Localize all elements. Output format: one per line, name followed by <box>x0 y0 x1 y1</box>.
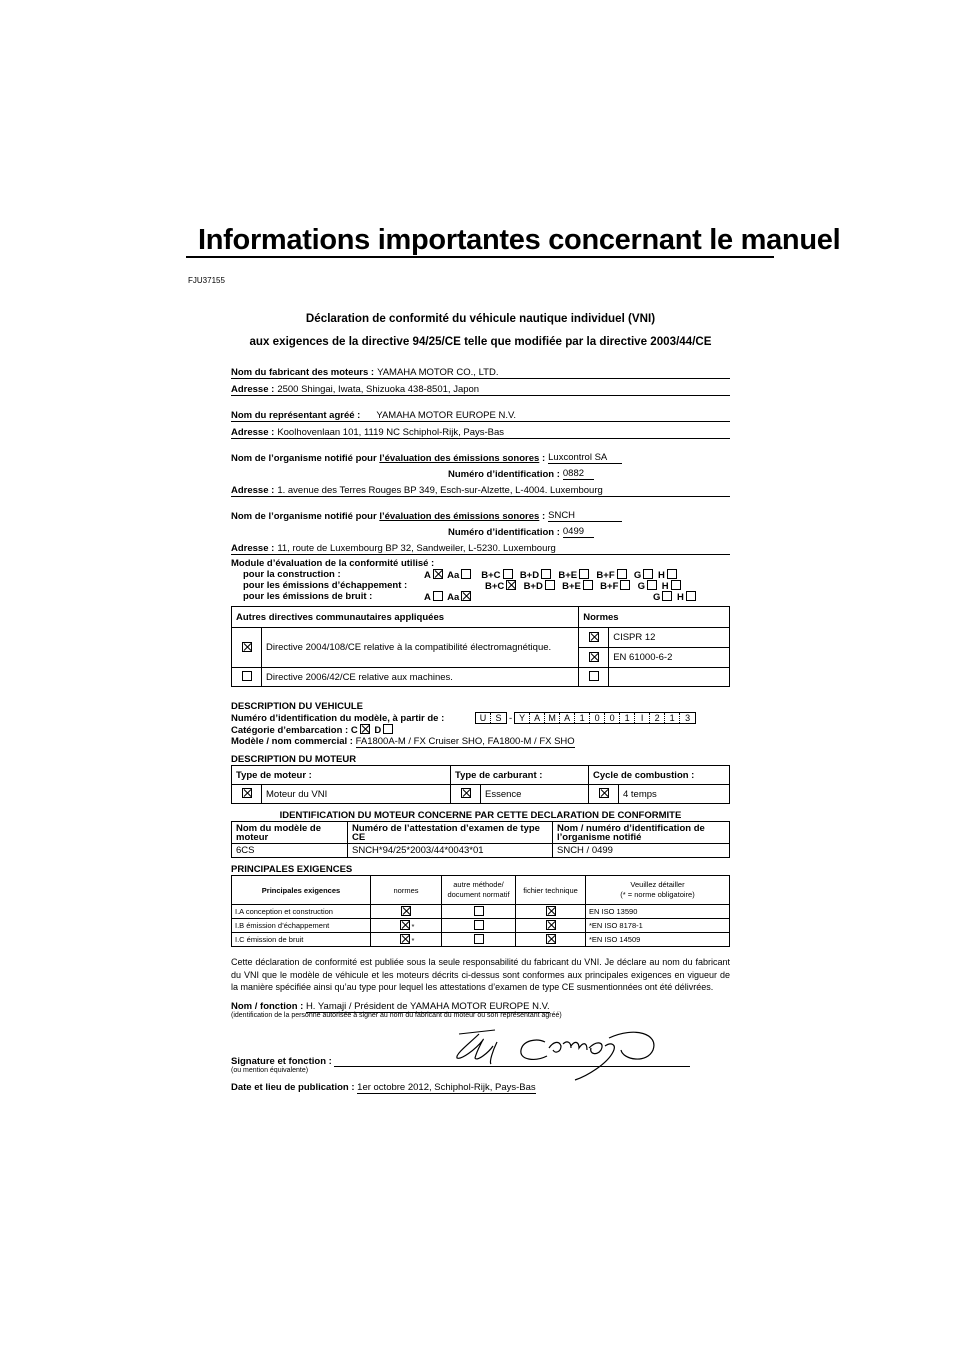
req-row-detail: *EN ISO 8178-1 <box>586 919 730 933</box>
signature-label: Signature et fonction : <box>231 1055 332 1067</box>
signature-area <box>231 1020 730 1082</box>
date-value: 1er octobre 2012, Schiphol-Rijk, Pays-Bas <box>357 1081 536 1093</box>
norme-1: CISPR 12 <box>609 628 730 648</box>
vehicle-id-prefix <box>475 712 507 724</box>
module-g: G <box>637 581 646 592</box>
body-label-b: l’évaluation des émissions sonores <box>379 453 540 464</box>
body2-address-row <box>231 538 730 555</box>
engine-maker-value: YAMAHA MOTOR CO., LTD. <box>377 367 499 378</box>
body1-id: 0882 <box>563 468 594 480</box>
body1-address-row <box>231 480 730 497</box>
checkbox-checked <box>400 920 410 930</box>
checkbox-empty <box>671 580 681 590</box>
req-col5b: (* = norme obligatoire) <box>620 890 695 899</box>
checkbox-empty <box>503 569 513 579</box>
checkbox-empty <box>579 569 589 579</box>
address-label: Adresse : <box>231 485 275 496</box>
req-col3 <box>442 876 516 905</box>
ident-table <box>231 821 730 858</box>
module-bf: B+F <box>600 581 619 592</box>
rep-value: YAMAHA MOTOR EUROPE N.V. <box>376 410 517 421</box>
module-h: H <box>677 592 684 603</box>
req-row-detail: *EN ISO 14509 <box>586 933 730 947</box>
id-character: I <box>635 713 650 723</box>
category-c: C <box>350 725 358 736</box>
checkbox-empty <box>589 671 599 681</box>
checkbox-checked <box>401 906 411 916</box>
signature-line <box>334 1057 690 1067</box>
address-label: Adresse : <box>231 543 275 554</box>
checkbox-empty <box>667 569 677 579</box>
title-rule <box>186 256 774 258</box>
checkbox-checked <box>546 920 556 930</box>
req-row-detail: EN ISO 13590 <box>586 905 730 919</box>
ident-section-title: IDENTIFICATION DU MOTEUR CONCERNE PAR CETTE DECLARATION DE CONFORMITE <box>279 810 682 821</box>
engine-section-title: DESCRIPTION DU MOTEUR <box>231 754 357 765</box>
date-label: Date et lieu de publication : <box>231 1081 355 1093</box>
requirements-section-title: PRINCIPALES EXIGENCES <box>231 864 353 875</box>
engine-type-value: Moteur du VNI <box>262 785 451 804</box>
checkbox-checked <box>546 934 556 944</box>
page-title: Informations importantes concernant le manuel <box>198 224 841 256</box>
checkbox-checked <box>461 591 471 601</box>
checkbox-checked <box>589 632 599 642</box>
req-col5 <box>586 876 730 905</box>
req-row-name: I.A conception et construction <box>232 905 371 919</box>
name-value: H. Yamaji / Président de YAMAHA MOTOR EUROPE N.V. <box>305 1000 550 1012</box>
checkbox-checked <box>242 642 252 652</box>
id-character: 1 <box>620 713 635 723</box>
checkbox-empty <box>474 920 484 930</box>
req-row-name: I.B émission d’échappement <box>232 919 371 933</box>
body-label-a: Nom de l’organisme notifié pour <box>231 453 377 464</box>
name-row <box>231 1001 730 1012</box>
checkbox-empty <box>662 591 672 601</box>
checkbox-checked <box>360 724 370 734</box>
body-label-b: l’évaluation des émissions sonores <box>379 511 540 522</box>
id-character: 1 <box>575 713 590 723</box>
requirements-table <box>231 875 730 947</box>
req-col1: Principales exigences <box>232 876 371 905</box>
norme-2: EN 61000-6-2 <box>609 648 730 668</box>
checkbox-empty <box>242 671 252 681</box>
checkbox-checked <box>242 788 252 798</box>
rep-label: Nom du représentant agréé : <box>231 410 361 421</box>
req-col3a: autre méthode/ <box>453 880 504 889</box>
vehicle-section-title: DESCRIPTION DU VEHICULE <box>231 701 363 712</box>
module-bc: B+C <box>485 581 505 592</box>
body2-id-row <box>231 522 730 538</box>
directive-1: Directive 2004/108/CE relative à la compatibilité électromagnétique. <box>262 628 579 668</box>
req-row-name: I.C émission de bruit <box>232 933 371 947</box>
req-star: * <box>411 936 415 945</box>
ident-col3: Nom / numéro d’identification de l’organisme notifié <box>553 822 730 844</box>
address-label: Adresse : <box>231 427 275 438</box>
directives-col-header: Autres directives communautaires appliquées <box>232 607 579 628</box>
module-be: B+E <box>558 570 578 581</box>
fuel-type-header: Type de carburant : <box>451 766 589 785</box>
id-character: M <box>545 713 560 723</box>
id-character: 2 <box>650 713 665 723</box>
id-character: 3 <box>685 713 691 723</box>
id-character: U <box>476 713 491 723</box>
engine-maker-address-row <box>231 379 730 396</box>
vehicle-id-separator: - <box>509 712 513 724</box>
ident-v1: 6CS <box>232 844 348 858</box>
date-row <box>231 1082 730 1093</box>
checkbox-checked <box>506 580 516 590</box>
noise-modules-gh <box>653 591 698 603</box>
ident-col1: Nom du modèle de moteur <box>232 822 348 844</box>
module-g: G <box>633 570 642 581</box>
checkbox-checked <box>599 788 609 798</box>
checkbox-empty <box>461 569 471 579</box>
checkbox-checked <box>546 906 556 916</box>
id-character: 0 <box>605 713 620 723</box>
body-label-c: : <box>541 511 546 522</box>
body2-address: 11, route de Luxembourg BP 32, Sandweiler, L-5230. Luxembourg <box>277 543 556 554</box>
body2-id: 0499 <box>563 526 594 538</box>
body2-name: SNCH <box>548 510 622 522</box>
checkbox-empty <box>617 569 627 579</box>
id-character: Y <box>515 713 530 723</box>
module-bf: B+F <box>596 570 615 581</box>
fuel-type-value: Essence <box>481 785 589 804</box>
checkbox-checked <box>461 788 471 798</box>
body-label-a: Nom de l’organisme notifié pour <box>231 511 377 522</box>
directives-table <box>231 606 730 687</box>
directive-2: Directive 2006/42/CE relative aux machines. <box>262 668 579 687</box>
checkbox-checked <box>433 569 443 579</box>
engine-maker-label: Nom du fabricant des moteurs : <box>231 367 375 378</box>
category-row <box>231 724 730 736</box>
checkbox-empty <box>545 580 555 590</box>
construction-label: pour la construction : <box>243 569 341 580</box>
req-col3b: document normatif <box>447 890 510 899</box>
body1-name: Luxcontrol SA <box>548 452 622 464</box>
model-label: Modèle / nom commercial : <box>231 736 353 747</box>
category-d: D <box>374 725 382 736</box>
declaration-document <box>231 312 730 1093</box>
body1-id-row <box>231 464 730 480</box>
module-h: H <box>657 570 665 581</box>
signature-image <box>449 1020 699 1082</box>
noise-label: pour les émissions de bruit : <box>243 591 373 602</box>
checkbox-empty <box>620 580 630 590</box>
checkbox-empty <box>474 906 484 916</box>
modules-label: Module d’évaluation de la conformité utilisé : <box>231 558 435 569</box>
engine-table <box>231 765 730 804</box>
notified-body-2-row <box>231 506 730 522</box>
ident-col2: Numéro de l’attestation d’examen de type CE <box>348 822 553 844</box>
checkbox-empty <box>474 934 484 944</box>
signature-note: (ou mention équivalente) <box>231 1066 309 1074</box>
checkbox-empty <box>383 724 393 734</box>
req-col2: normes <box>371 876 442 905</box>
req-star: * <box>411 922 415 931</box>
body-label-c: : <box>541 453 546 464</box>
noise-modules <box>424 591 473 603</box>
module-h: H <box>661 581 669 592</box>
modules-block <box>231 558 730 606</box>
notified-body-1-row <box>231 448 730 464</box>
module-be: B+E <box>562 581 581 592</box>
checkbox-empty <box>643 569 653 579</box>
engine-maker-row <box>231 362 730 379</box>
checkbox-checked <box>400 934 410 944</box>
id-character: A <box>560 713 575 723</box>
checkbox-empty <box>541 569 551 579</box>
vehicle-id-row <box>231 712 730 724</box>
id-character: 0 <box>590 713 605 723</box>
id-character: S <box>495 713 502 723</box>
checkbox-empty <box>433 591 443 601</box>
normes-col-header: Normes <box>579 607 730 628</box>
rep-row <box>231 405 730 422</box>
module-a: A <box>424 570 431 581</box>
address-label: Adresse : <box>231 384 275 395</box>
engine-type-header: Type de moteur : <box>232 766 451 785</box>
engine-maker-address: 2500 Shingai, Iwata, Shizuoka 438-8501, Japon <box>277 384 480 395</box>
vehicle-id-code <box>514 712 696 724</box>
vehicle-id-label: Numéro d’identification du modèle, à partir de : <box>231 712 445 724</box>
name-label: Nom / fonction : <box>231 1000 304 1012</box>
declaration-paragraph: Cette déclaration de conformité est publiée sous la seule responsabilité du fabricant du VNI. Je déclare au nom du fabricant du VNI que le modèle de véhicule et les moteurs décrits ci-dessus sont conformes aux principales exigences en vigueur de la manière spécifiée ainsi qu’au type pour lequel les attestations d’examen de type CE susmentionnées ont été délivrées. <box>231 957 730 992</box>
cycle-header: Cycle de combustion : <box>589 766 730 785</box>
module-bc: B+C <box>481 570 501 581</box>
declaration-subheading: aux exigences de la directive 94/25/CE telle que modifiée par la directive 2003/44/CE <box>249 335 712 348</box>
category-label: Catégorie d’embarcation : <box>231 725 349 736</box>
exhaust-label: pour les émissions d’échappement : <box>243 580 408 591</box>
rep-address-row <box>231 422 730 439</box>
id-label: Numéro d’identification : <box>448 469 560 480</box>
checkbox-empty <box>583 580 593 590</box>
section-code: FJU37155 <box>188 276 225 285</box>
req-col5a: Veuillez détailler <box>630 880 685 889</box>
ident-v3: SNCH / 0499 <box>553 844 730 858</box>
module-a: A <box>424 592 431 603</box>
req-col4: fichier technique <box>516 876 586 905</box>
rep-address: Koolhovenlaan 101, 1119 NC Schiphol-Rijk, Pays-Bas <box>277 427 505 438</box>
model-value: FA1800A-M / FX Cruiser SHO, FA1800-M / FX SHO <box>355 736 575 747</box>
module-aa: Aa <box>447 592 460 603</box>
id-character: 1 <box>665 713 680 723</box>
module-aa: Aa <box>447 570 460 581</box>
id-label: Numéro d’identification : <box>448 527 560 538</box>
declaration-heading: Déclaration de conformité du véhicule nautique individuel (VNI) <box>305 312 656 325</box>
checkbox-empty <box>686 591 696 601</box>
checkbox-empty <box>647 580 657 590</box>
ident-v2: SNCH*94/25*2003/44*0043*01 <box>348 844 553 858</box>
checkbox-checked <box>589 652 599 662</box>
model-row <box>231 736 730 747</box>
module-g: G <box>653 592 661 603</box>
name-note: (identification de la personne autorisée à signer au nom du fabricant du moteur ou son représentant agréé) <box>231 1011 562 1019</box>
module-bd: B+D <box>523 581 543 592</box>
cycle-value: 4 temps <box>619 785 730 804</box>
body1-address: 1. avenue des Terres Rouges BP 349, Esch-sur-Alzette, L-4004. Luxembourg <box>277 485 603 496</box>
id-character: A <box>530 713 545 723</box>
signature-row <box>231 1056 690 1067</box>
module-bd: B+D <box>519 570 540 581</box>
